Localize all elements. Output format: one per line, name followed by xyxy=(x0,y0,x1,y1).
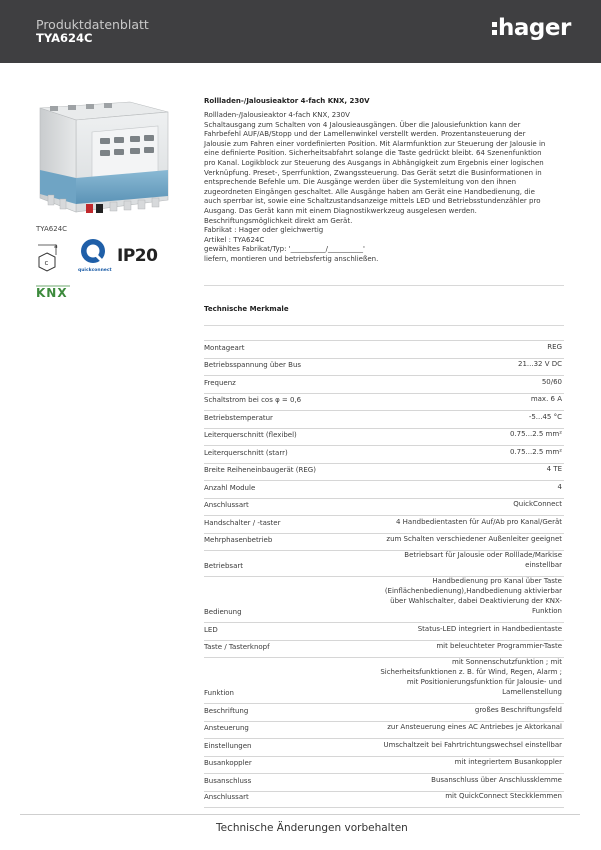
spec-value xyxy=(531,394,562,404)
table-row xyxy=(204,498,564,516)
spec-value-line: zum Schalten verschiedener Außenleiter geeignet xyxy=(386,535,562,543)
spec-value xyxy=(475,705,562,715)
spec-value-line: 4 Handbedientasten für Auf/Ab pro Kanal/Gerät xyxy=(395,517,562,526)
description-line: Artikel : TYA624C xyxy=(204,235,265,244)
product-title: Rollladen-/Jalousieaktor 4-fach KNX, 230V xyxy=(204,97,370,105)
spec-value xyxy=(455,757,562,767)
spec-label: LED xyxy=(204,625,218,634)
spec-value-line: Lamellenstellung xyxy=(502,688,562,696)
description-line: auch sperrbar ist, sowie eine Schaltzustandsanzeige mittels LED und Betriebsstundenzähler pro xyxy=(204,197,541,206)
spec-label: Anzahl Module xyxy=(204,483,256,492)
spec-label: Betriebsspannung über Bus xyxy=(204,361,302,369)
description-line: Schaltausgang zum Schalten von 4 Jalousieausgängen. Über die Jalousiefunktion kann der xyxy=(204,120,521,129)
spec-label: Busanschluss xyxy=(204,776,252,785)
table-row xyxy=(204,721,564,739)
logo-dots-icon xyxy=(492,20,497,36)
spec-label: Betriebstemperatur xyxy=(204,413,273,422)
spec-value-line: Busanschluss über Anschlussklemme xyxy=(431,775,562,784)
spec-value-line: 50/60 xyxy=(541,377,562,386)
section-divider xyxy=(204,285,564,286)
spec-value xyxy=(510,447,562,457)
spec-value xyxy=(445,791,562,801)
table-row xyxy=(204,756,564,774)
table-row xyxy=(204,576,564,622)
spec-label: Beschriftung xyxy=(204,706,249,715)
ip-rating: IP20 xyxy=(117,246,158,266)
page-header xyxy=(0,0,601,63)
certification-symbols xyxy=(34,235,194,300)
description-text xyxy=(204,111,564,265)
spec-label: Leiterquerschnitt (flexibel) xyxy=(204,431,297,439)
spec-value xyxy=(518,359,562,369)
footer-note: Technische Änderungen vorbehalten xyxy=(216,822,408,834)
spec-value-line: Umschaltzeit bei Fahrtrichtungswechsel einstellbar xyxy=(383,740,562,749)
spec-value-line: Funktion xyxy=(532,607,562,615)
spec-label: Einstellungen xyxy=(204,741,252,750)
section-divider xyxy=(204,325,564,326)
table-row xyxy=(204,657,564,703)
spec-value-line: über Wahlschalter, dabei Deaktivierung der KNX- xyxy=(390,597,562,605)
table-row xyxy=(204,550,564,576)
spec-label: Taste / Tasterknopf xyxy=(204,643,270,651)
table-row xyxy=(204,340,564,358)
spec-value xyxy=(542,377,562,387)
description-line: pro Kanal. Logikblock zur Steuerung des Ausgangs in Abhängigkeit zum Ergebnis einer logischen xyxy=(204,158,544,167)
description-line: eine definierte Position. Sicherheitsabfahrt solange die Taste gedrückt bleibt. 64 Szenenfunktion xyxy=(204,149,542,158)
table-row xyxy=(204,428,564,446)
spec-label: Handschalter / -taster xyxy=(204,518,281,527)
ce-class-2-icon xyxy=(38,243,58,271)
spec-value xyxy=(385,576,562,616)
table-row xyxy=(204,622,564,640)
spec-value xyxy=(386,534,562,544)
svg-text:a: a xyxy=(54,243,58,250)
article-number: TYA624C xyxy=(36,31,93,45)
spec-value xyxy=(513,499,562,509)
spec-label: Breite Reiheneinbaugerät (REG) xyxy=(204,466,316,474)
spec-value xyxy=(387,722,562,732)
svg-text:KNX: KNX xyxy=(36,286,68,300)
spec-value-line: mit Sonnenschutzfunktion ; mit xyxy=(452,658,562,666)
table-row xyxy=(204,480,564,498)
description-line: Ausgang. Das Gerät kann mit einem Diagnostikwerkzeug ausgelesen werden. xyxy=(204,206,477,215)
description-line: Fabrikat : Hager oder gleichwertig xyxy=(204,226,324,235)
table-row xyxy=(204,463,564,481)
din-rail-actuator-image xyxy=(38,100,178,218)
spec-value xyxy=(436,641,562,651)
spec-value-line: -5...45 °C xyxy=(528,412,562,421)
spec-label: Bedienung xyxy=(204,608,242,616)
spec-label: Frequenz xyxy=(204,378,236,387)
spec-value-line: 0.75...2.5 mm² xyxy=(509,447,562,456)
knx-logo xyxy=(36,286,70,300)
spec-label: Funktion xyxy=(204,689,234,697)
spec-value xyxy=(383,740,562,750)
table-row xyxy=(204,393,564,411)
table-row xyxy=(204,738,564,756)
table-row xyxy=(204,515,564,533)
spec-value-line: 4 TE xyxy=(546,465,562,473)
spec-label: Mehrphasenbetrieb xyxy=(204,536,273,544)
spec-value-line: max. 6 A xyxy=(530,395,562,403)
table-row xyxy=(204,791,564,809)
spec-label: Betriebsart xyxy=(204,562,243,570)
product-description xyxy=(204,97,564,265)
spec-label: Ansteuerung xyxy=(204,724,249,732)
description-line: Verknüpfung. Preset-, Sperrfunktion, Zwangssteuerung. Das Gerät setzt die Businformationen in xyxy=(204,168,542,177)
spec-label: Busankoppler xyxy=(204,759,252,767)
description-line: gewähltes Fabrikat/Typ: '__________/__________' xyxy=(204,245,365,254)
spec-label: Leiterquerschnitt (starr) xyxy=(204,448,288,457)
spec-value-line: zur Ansteuerung eines AC Antriebes je Aktorkanal xyxy=(387,723,562,731)
logo-text: hager xyxy=(498,15,571,41)
spec-value-line: großes Beschriftungsfeld xyxy=(474,705,562,714)
table-row xyxy=(204,358,564,376)
spec-value-line: 21...32 V DC xyxy=(517,360,562,368)
description-line: Jalousie zum Fahren einer vordefinierten Position. Mit Alarmfunktion zur Steuerung der Jalousie in xyxy=(204,139,546,148)
document-type: Produktdatenblatt xyxy=(36,17,149,32)
spec-value-line: Sicherheitsfunktionen z. B. für Wind, Regen, Alarm ; xyxy=(380,668,562,676)
spec-label: Schaltstrom bei cos φ = 0,6 xyxy=(204,396,302,404)
table-row xyxy=(204,533,564,551)
spec-value xyxy=(418,624,562,634)
quickconnect-logo xyxy=(78,239,113,273)
spec-value-line: Status-LED integriert in Handbedientaste xyxy=(417,624,562,633)
spec-value-line: 0.75...2.5 mm² xyxy=(509,430,562,438)
spec-value xyxy=(529,412,562,422)
spec-value-line: mit Positionierungsfunktion für Jalousie- und xyxy=(406,678,562,686)
spec-value-line: einstellbar xyxy=(525,561,562,569)
description-line: zugeordneten Eingängen geschaltet. Alle Ausgänge haben am Gerät eine Handbedienung, die xyxy=(204,187,535,196)
spec-value xyxy=(547,464,562,474)
table-row xyxy=(204,773,564,791)
spec-value xyxy=(380,657,562,697)
description-line: Rollladen-/Jalousieaktor 4-fach KNX, 230V xyxy=(204,111,350,119)
svg-text:quickconnect: quickconnect xyxy=(78,268,112,273)
spec-value xyxy=(558,482,562,492)
footer-divider xyxy=(20,814,580,815)
spec-value-line: QuickConnect xyxy=(513,500,562,508)
spec-value xyxy=(404,550,562,570)
description-line: Fahrbefehl AUF/AB/Stopp und der Lamellenwinkel verstellt werden. Prozentansteuerung der xyxy=(204,130,526,139)
table-row xyxy=(204,410,564,428)
spec-value xyxy=(396,517,562,527)
spec-value-line: Handbedienung pro Kanal über Taste xyxy=(432,577,562,585)
spec-value-line: (Einflächenbedienung),Handbedienung aktivierbar xyxy=(384,587,562,595)
spec-value-line: mit beleuchteter Programmier-Taste xyxy=(436,642,562,650)
spec-value xyxy=(547,342,562,352)
table-row xyxy=(204,375,564,393)
table-row xyxy=(204,640,564,658)
spec-value-line: 4 xyxy=(557,482,562,491)
spec-label: Montageart xyxy=(204,343,245,352)
section-title-technical: Technische Merkmale xyxy=(204,305,289,313)
spec-value-line: mit QuickConnect Steckklemmen xyxy=(445,792,562,800)
spec-value xyxy=(510,429,562,439)
description-line: entsprechende Befehle um. Die Ausgänge werden über die Systemleitung von den ihnen xyxy=(204,178,517,187)
product-image-caption: TYA624C xyxy=(36,225,68,233)
spec-value-line: Betriebsart für Jalousie oder Rolllade/Markise xyxy=(404,551,562,559)
spec-value-line: REG xyxy=(547,342,562,351)
spec-value-line: mit integriertem Busankoppler xyxy=(454,758,562,766)
spec-value xyxy=(431,775,562,785)
spec-label: Anschlussart xyxy=(204,501,249,509)
description-line: liefern, montieren und betriebsfertig anschließen. xyxy=(204,254,379,263)
hager-logo xyxy=(492,15,571,41)
technical-specs-table xyxy=(204,340,564,808)
table-row xyxy=(204,445,564,463)
class-mark-c: c xyxy=(44,259,49,267)
spec-label: Anschlussart xyxy=(204,793,249,801)
description-line: Beschriftungsmöglichkeit direkt am Gerät. xyxy=(204,216,353,225)
table-row xyxy=(204,703,564,721)
